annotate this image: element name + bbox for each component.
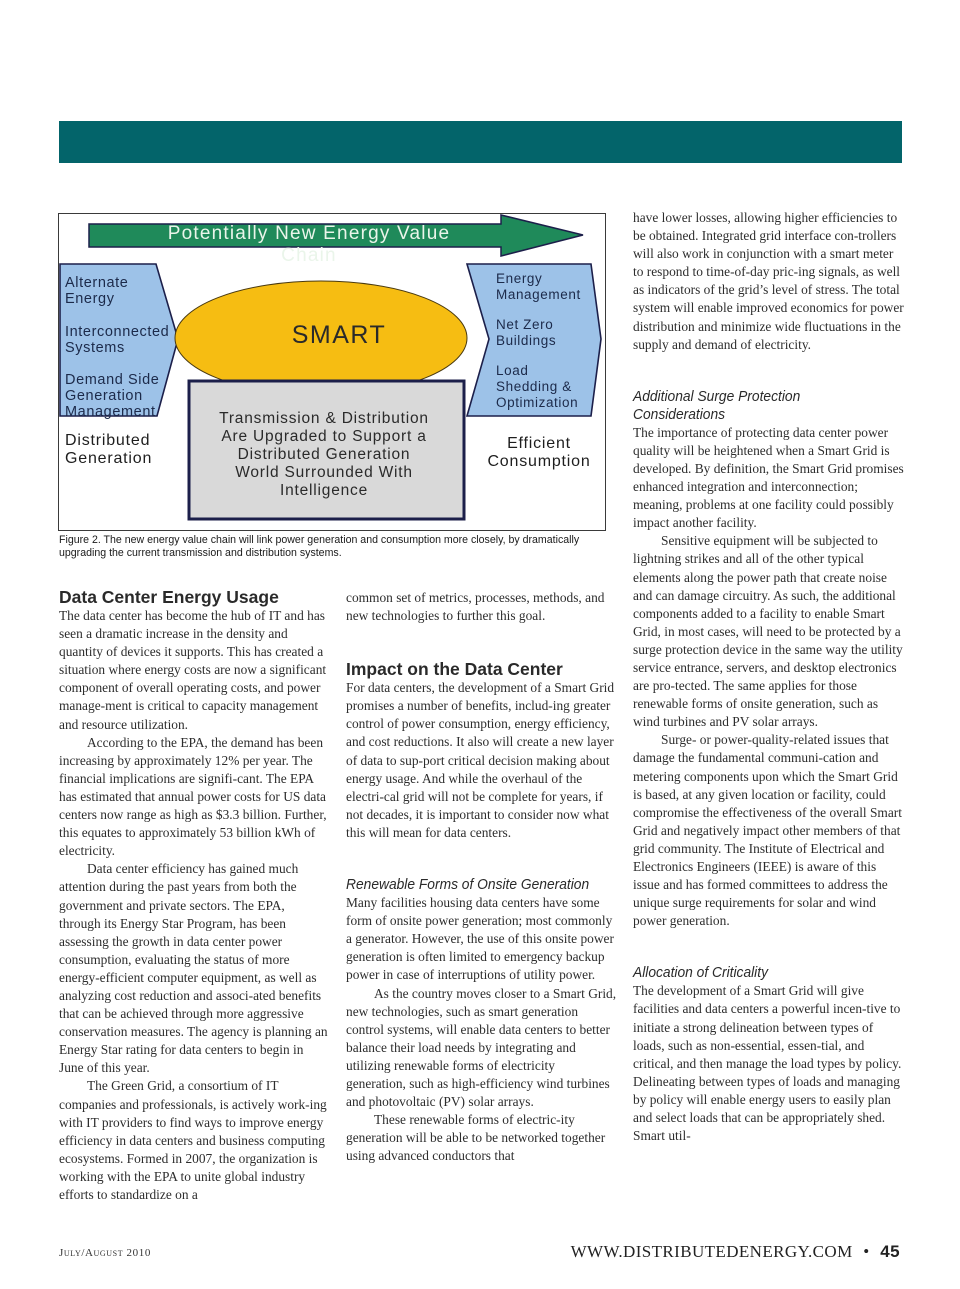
right-item-load-shedding [496,363,578,411]
paragraph: Sensitive equipment will be subjected to lightning strikes and all of the other typical elements along the power path that create noise and can damage circuitry. As such, the additional components added to a facility to enable Smart Grid, in most cases, will need to be protected by a surge protection device in the same way the utility service entrance, servers, and desktop electronics are pro-tected. The same applies for those renewable forms of onsite generation, such as wind turbines and PV solar arrays. [633,533,903,730]
left-item-line: Systems [65,340,125,356]
section-heading-data-center-energy-usage: Data Center Energy Usage [59,587,279,607]
subheading-surge-protection-line-2: Considerations [633,405,726,423]
left-item-line: Interconnected [65,324,170,340]
figure-energy-value-chain [58,213,606,531]
paragraph: According to the EPA, the demand has been increasing by approximately 12% per year. The financial implications are signifi-cant. The EPA has estimated that annual power costs for US data centers now range as high as $3.3 billion. Further, this equates to approximately 53 billion kWh of electricity. [59,734,327,859]
paragraph: Data center efficiency has gained much attention during the past years from both the government and private sectors. The EPA, through its Energy Star Program, has been assessing the growth in data center power consumption, evaluating the status of more energy-efficient computer equipment, as well as analyzing cost reduction and associ-ated benefits that can be achieved through more aggressive conservation measures. The agency is planning an Energy Star rating for data centers to begin in June of this year. [59,861,328,1076]
paragraph: Surge- or power-quality-related issues that damage the fundamental communi-cation and metering components upon which the Smart Grid is based, at any given location or facility, could compromise the effectiveness of the overall Smart Grid and negatively impact other members of that grid community. The Institute of Electrical and Electronics Engineers (IEEE) is aware of this issue and has formed committees to address the unique surge requirements for solar and wind power generation. [633,732,902,929]
figure-caption: Figure 2. The new energy value chain will link power generation and consumption more closely, by dramatically upgrading the current transmission and distribution systems. [59,534,580,559]
label-line: Efficient [507,435,571,452]
paragraph: The Green Grid, a consortium of IT companies and professionals, is actively work-ing with IT providers to find ways to improve energy efficiency in data centers and business computing ecosystems. Formed in 2007, the organization is working with the EPA to unite global industry efforts to standardize on a [59,1078,327,1202]
right-item-line: Load [496,363,529,378]
transmission-distribution-text [194,410,454,500]
left-item-alternate-energy [65,275,128,307]
right-item-energy-management [496,271,581,303]
right-item-line: Shedding & [496,379,572,394]
right-item-net-zero-buildings [496,317,556,349]
box-line: Are Upgraded to Support a [221,428,427,445]
paragraph: The development of a Smart Grid will give facilities and data centers a powerful incen-tive to initiate a strong delineation between types of loads, such as non-essential, essen-tial, and critical, and then manage the load types by policy. Delineating between types of loads and managing by policy will enable energy users to easily plan and select loads that can be appropriately shed. Smart util- [633,983,902,1144]
subheading-allocation-of-criticality: Allocation of Criticality [633,964,768,982]
left-item-line: Alternate [65,275,129,291]
right-item-line: Buildings [496,333,557,348]
section-heading-impact-on-data-center: Impact on the Data Center [346,659,563,680]
footer-site-and-page [571,1242,900,1262]
paragraph-continuation: have lower losses, allowing higher efficiencies to be obtained. Integrated grid interface con-trollers will also work in conjunction with a smart meter to respond to time-of-day pric-ing signals, as well as indicators of the grid’s level of stress. The total system will enable improved economics for power distribution and minimize wide fluctuations in the supply and demand of electricity. [633,210,904,352]
box-line: Transmission & Distribution [219,410,429,427]
paragraph-continuation: common set of metrics, processes, methods, and new technologies to further this goal. [346,590,605,624]
footer-issue-date: July/August 2010 [59,1247,151,1259]
value-chain-arrow-label: Potentially New Energy Value Chain [167,223,451,266]
column-3 [633,209,905,1145]
left-item-demand-side [65,372,159,420]
paragraph: The importance of protecting data center power quality will be heightened when a Smart Grid is developed. By definition, the Smart Grid promises enhanced integration and interconnection; meaning, problems at one facility could possibly impact another facility. [633,424,904,531]
paragraph: As the country moves closer to a Smart Grid, new technologies, such as smart generation control systems, will enable data centers to better balance their load needs by integrating and utilizing renewable forms of electricity generation, such as high-efficiency wind turbines and photovoltaic (PV) solar arrays. [346,985,617,1110]
footer-website-link[interactable]: WWW.DISTRIBUTEDENERGY.COM [570,1242,853,1261]
right-item-line: Management [496,287,581,302]
efficient-consumption-label [479,435,599,471]
subheading-renewable-forms: Renewable Forms of Onsite Generation [346,876,590,894]
box-line: Distributed Generation [237,446,411,463]
paragraph: These renewable forms of electric-ity generation will be able to be networked together using advanced conductors that [346,1112,606,1164]
box-line: World Surrounded With [235,464,413,481]
label-line: Generation [65,450,153,467]
paragraph: For data centers, the development of a Smart Grid promises a number of benefits, includ-ing greater control of power consumption, energy efficiency, and cost reductions. It also will create a new layer of data to sup-port critical decision making about energy usage. And while the overhaul of the electri-cal grid will not be complete for years, if not decades, it is important to consider now what this will mean for data centers. [346,680,615,840]
smart-label: SMART [291,321,387,349]
label-line: Consumption [487,453,591,470]
right-item-line: Optimization [496,395,579,410]
label-line: Distributed [65,432,151,449]
page-number: 45 [880,1242,900,1261]
left-item-interconnected-systems [65,324,169,356]
footer-bullet: • [863,1242,870,1261]
right-item-line: Energy [496,271,543,286]
paragraph: The data center has become the hub of IT and has seen a dramatic increase in the density and quantity of devices it supports. This has created a situation where energy costs are now a significant component of overall operating costs, and power manage-ment is critical to capacity management and resource utilization. [59,608,327,732]
header-color-band [59,121,902,163]
left-item-line: Energy [65,291,115,307]
left-item-line: Demand Side [65,372,160,388]
paragraph: Many facilities housing data centers have some form of onsite power generation; most commonly a generator. However, the use of this onsite power generation is often limited to emergency backup power in case of interruptions of utility power. [346,895,614,983]
left-item-line: Generation [65,388,143,404]
left-item-line: Management [65,404,156,420]
column-1 [59,587,329,1204]
column-2 [346,589,618,1165]
box-line: Intelligence [279,482,368,499]
subheading-surge-protection-line-1: Additional Surge Protection [633,387,801,405]
right-item-line: Net Zero [496,317,554,332]
distributed-generation-label [65,432,152,468]
